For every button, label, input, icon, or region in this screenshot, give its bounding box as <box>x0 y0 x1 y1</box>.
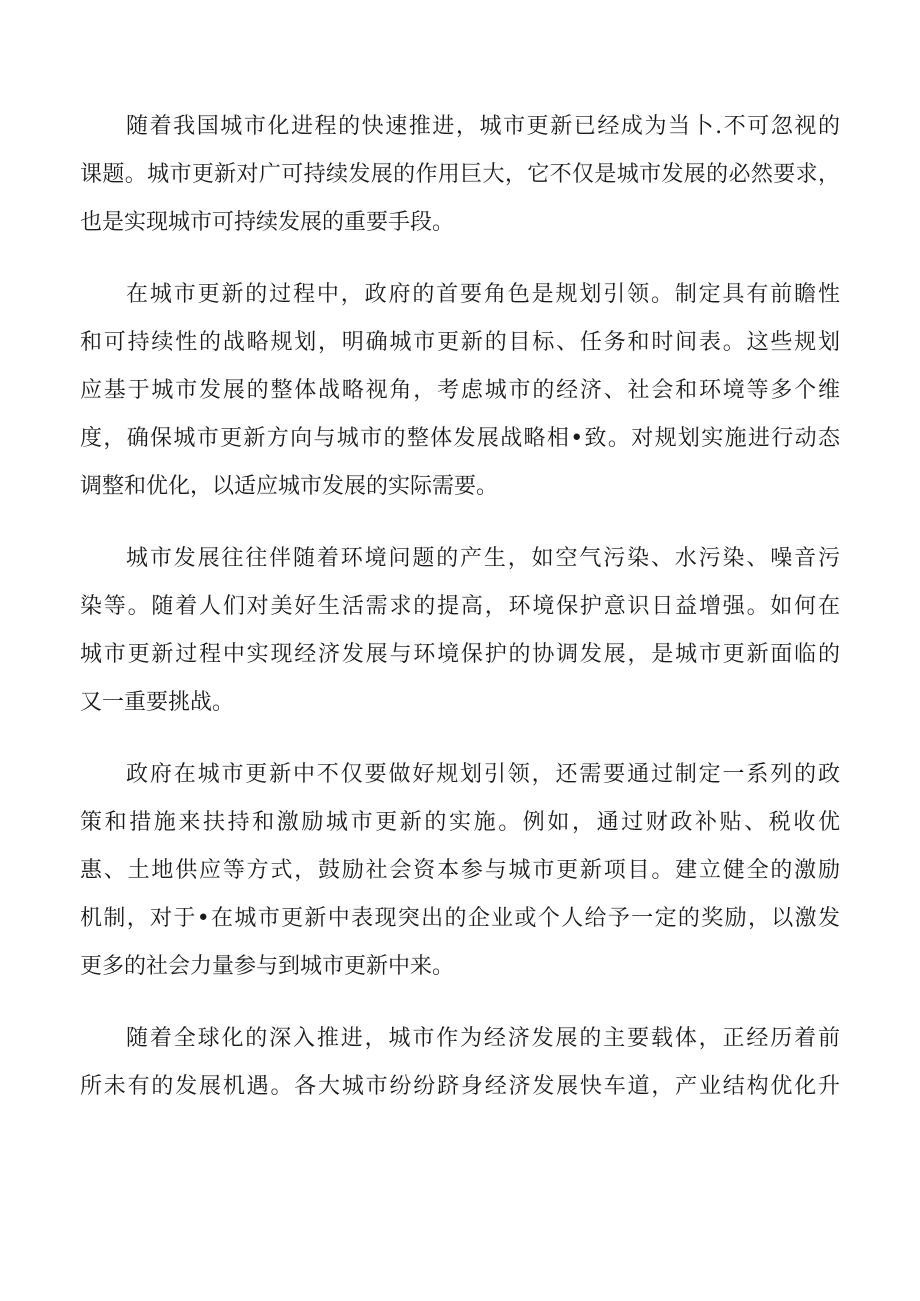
paragraph-1 <box>80 103 840 247</box>
text-line: 又一重要挑战。 <box>80 690 235 715</box>
text-line: 惠、土地供应等方式，鼓励社会资本参与城市更新项目。建立健全的激励 <box>80 858 840 883</box>
text-line: 和可持续性的战略规划，明确城市更新的目标、任务和时间表。这些规划 <box>80 330 840 355</box>
document-body <box>80 103 840 1135</box>
text-line: 也是实现城市可持续发展的重要手段。 <box>80 210 455 235</box>
text-line: 机制，对于•在城市更新中表现突出的企业或个人给予一定的奖励，以激发 <box>80 906 840 931</box>
text-line: 课题。城市更新对广可持续发展的作用巨大，它不仅是城市发展的必然要求， <box>80 162 840 187</box>
text-line: 度，确保城市更新方向与城市的整体发展战略相•致。对规划实施进行动态 <box>80 426 840 451</box>
text-line: 策和措施来扶持和激励城市更新的实施。例如，通过财政补贴、税收优 <box>80 810 840 835</box>
text-line: 城市更新过程中实现经济发展与环境保护的协调发展，是城市更新面临的 <box>80 642 840 667</box>
text-line: 染等。随着人们对美好生活需求的提高，环境保护意识日益增强。如何在 <box>80 594 840 619</box>
text-line: 城市发展往往伴随着环境问题的产生，如空气污染、水污染、噪音污 <box>126 546 840 571</box>
text-line: 更多的社会力量参与到城市更新中来。 <box>80 954 455 979</box>
text-line: 政府在城市更新中不仅要做好规划引领，还需要通过制定一系列的政 <box>126 762 840 787</box>
text-line: 随着我国城市化进程的快速推进，城市更新已经成为当卜.不可忽视的 <box>126 114 840 139</box>
text-line: 在城市更新的过程中，政府的首要角色是规划引领。制定具有前瞻性 <box>126 282 840 307</box>
paragraph-5 <box>80 1015 840 1111</box>
text-line: 所未有的发展机遇。各大城市纷纷跻身经济发展快车道，产业结构优化升 <box>80 1074 840 1099</box>
text-line: 调整和优化，以适应城市发展的实际需要。 <box>80 474 499 499</box>
paragraph-3 <box>80 535 840 727</box>
paragraph-2 <box>80 271 840 511</box>
text-line: 应基于城市发展的整体战略视角，考虑城市的经济、社会和环境等多个维 <box>80 378 840 403</box>
text-line: 随着全球化的深入推进，城市作为经济发展的主要载体，正经历着前 <box>126 1026 840 1051</box>
paragraph-4 <box>80 751 840 991</box>
